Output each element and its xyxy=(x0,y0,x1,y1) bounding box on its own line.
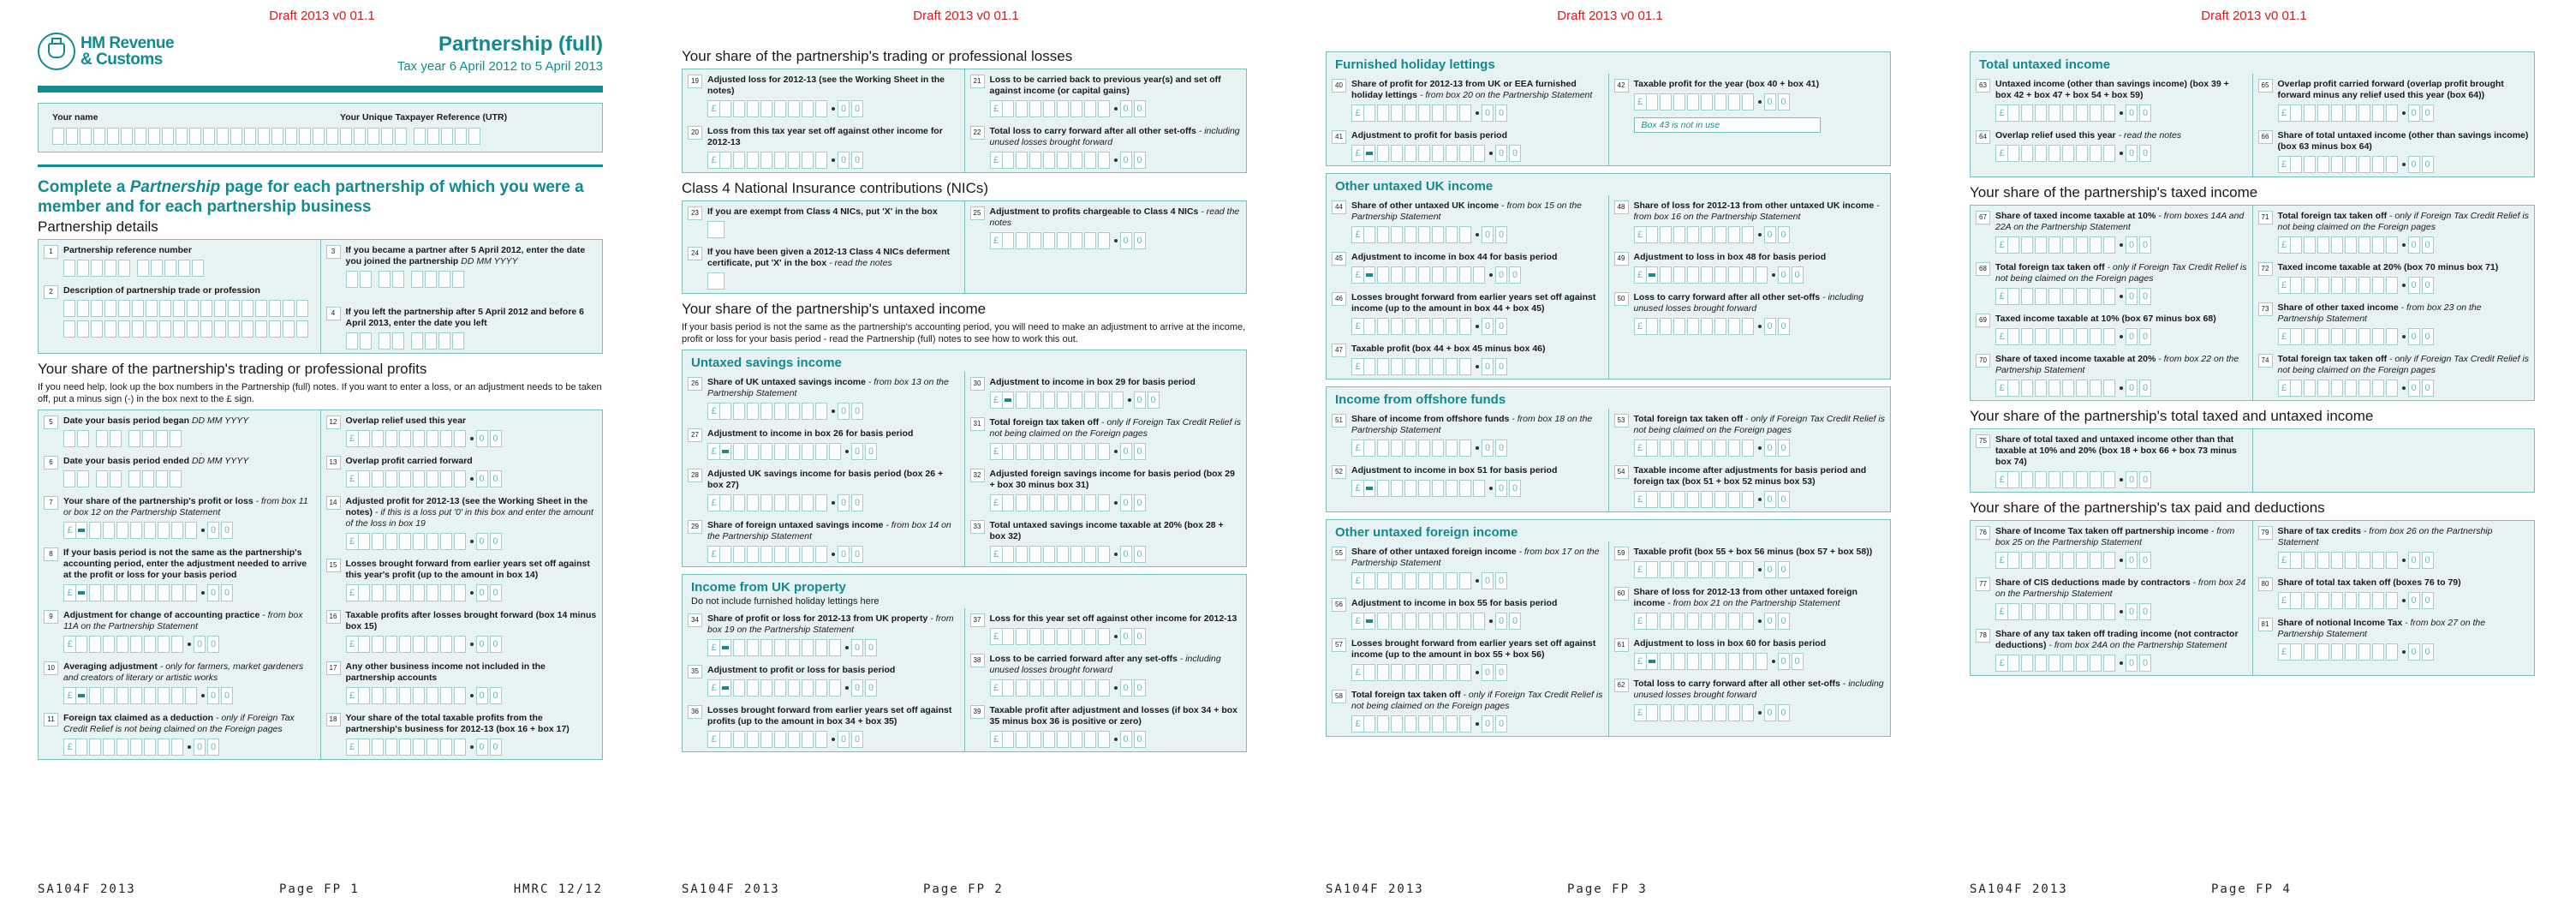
box22-amount-input[interactable]: £ 0 0 xyxy=(990,152,1242,169)
box20-amount-input[interactable]: £ 0 0 xyxy=(707,152,959,169)
box81-amount-input[interactable]: £ 0 0 xyxy=(2278,643,2530,661)
box25-amount-input[interactable]: £ 0 0 xyxy=(990,232,1242,249)
page-number: Page FP 2 xyxy=(923,882,1004,896)
box11-amount-input[interactable]: £ 0 0 xyxy=(63,739,315,756)
box5-label: Date your basis period began DD MM YYYY xyxy=(63,416,249,426)
box71-label: Total foreign tax taken off - only if Foreign Tax Credit Relief is not being claimed on the Foreign pages xyxy=(2277,211,2530,232)
box56-label: Adjustment to income in box 55 for basis period xyxy=(1351,598,1558,608)
box3-date-input[interactable] xyxy=(346,271,598,288)
box79-label: Share of tax credits - from box 26 on the Partnership Statement xyxy=(2277,526,2493,547)
box69-label: Taxed income taxable at 10% (box 67 minus box 68) xyxy=(1995,314,2216,324)
box81-label: Share of notional Income Tax - from box 27 on the Partnership Statement xyxy=(2277,618,2486,639)
box43-not-in-use: Box 43 is not in use xyxy=(1634,117,1821,133)
box31-label: Total foreign tax taken off - only if Foreign Tax Credit Relief is not being claimed on the Foreign pages xyxy=(989,417,1242,439)
box27-amount-input[interactable]: £ 0 0 xyxy=(707,443,959,460)
page-number: Page FP 1 xyxy=(279,882,360,896)
box41-label: Adjustment to profit for basis period xyxy=(1351,130,1508,141)
box70-label: Share of taxed income taxable at 20% - from box 22 on the Partnership Statement xyxy=(1995,354,2239,375)
box67-amount-input[interactable]: £ 0 0 xyxy=(1995,236,2247,254)
intro-rule xyxy=(38,164,603,167)
box45-label: Adjustment to income in box 44 for basis period xyxy=(1351,252,1558,262)
box37-amount-input[interactable]: £ 0 0 xyxy=(990,628,1242,645)
box33-label: Total untaxed savings income taxable at 20% (box 28 + box 32) xyxy=(989,520,1224,541)
savings-title: Untaxed savings income xyxy=(691,356,842,370)
box60-label: Share of loss for 2012-13 from other untaxed foreign income - from box 21 on the Partnership Statement xyxy=(1633,587,1857,608)
total-heading: Your share of the partnership's total taxed and untaxed income xyxy=(1970,408,2374,424)
profits-note: If you need help, look up the box numbers in the Partnership (full) notes. If you want to enter a loss, or an adjustment needs to be taken off, put a minus sign (-) in the box next to the £ sign. xyxy=(38,382,602,404)
box17-amount-input[interactable]: £ 0 0 xyxy=(346,687,598,704)
total-untaxed-title: Total untaxed income xyxy=(1979,57,2111,72)
paid-panel: 76 Share of Income Tax taken off partnership income - from box 25 on the Partnership Statement £ 0 0 77 Share of CIS deductions made by contractors - from box 24 on the Partnership Statement £ 0 0 78 Share of any tax taken off trading income (not contractor deductions) - from box 24A on the Partnership Statement £ 0 0 79 Share of tax credits - from box 26 on the Partnership Statement £ 0 0 80 Share of total tax taken off (boxes 76 to 79) £ 0 0 81 Share of notional Income Tax - from box 27 on the Partnership Statement £ 0 0 xyxy=(1970,520,2535,676)
box2-input-line1[interactable] xyxy=(63,300,315,317)
page-fp4 xyxy=(1932,0,2576,909)
box53-label: Total foreign tax taken off - only if Foreign Tax Credit Relief is not being claimed on the Foreign pages xyxy=(1633,414,1886,435)
box9-amount-input[interactable]: £ 0 0 xyxy=(63,636,315,653)
box1-label: Partnership reference number xyxy=(63,245,192,255)
box75-amount-input[interactable]: £ 0 0 xyxy=(1995,471,2247,488)
box16-label: Taxable profits after losses brought forward (box 14 minus box 15) xyxy=(345,610,597,631)
box80-amount-input[interactable]: £ 0 0 xyxy=(2278,592,2530,609)
box6-date-input[interactable] xyxy=(63,470,315,487)
box65-amount-input[interactable]: £ 0 0 xyxy=(2278,105,2530,122)
box4-label: If you left the partnership after 5 April 2012 and before 6 April 2013, enter the date you left xyxy=(345,307,585,328)
logo-line2: & Customs xyxy=(80,51,163,69)
box52-label: Adjustment to income in box 51 for basis period xyxy=(1351,465,1558,475)
box34-label: Share of profit or loss for 2012-13 from UK property - from box 19 on the Partnership Statement xyxy=(707,613,954,635)
name-utr-panel xyxy=(38,103,603,152)
box72-amount-input[interactable]: £ 0 0 xyxy=(2278,277,2530,294)
box73-amount-input[interactable]: £ 0 0 xyxy=(2278,328,2530,345)
box35-amount-input[interactable]: £ 0 0 xyxy=(707,679,959,697)
total-untaxed-panel: Total untaxed income 63 Untaxed income (other than savings income) (box 39 + box 42 + box 47 + box 54 + box 59) £ 0 0 64 Overlap relief used this year - read the notes £ 0 0 65 Overlap profit carried forward (overlap profit brought forward minus any relief used this year (box 64)) £ 0 0 66 Share of total untaxed income (other than savings income) (box 63 minus box 64) £ 0 0 xyxy=(1970,51,2535,177)
crown-crest-icon xyxy=(38,33,75,70)
nic-heading: Class 4 National Insurance contributions (NICs) xyxy=(682,180,989,196)
box64-label: Overlap relief used this year - read the notes xyxy=(1995,130,2182,141)
box55-label: Share of other untaxed foreign income - from box 17 on the Partnership Statement xyxy=(1351,547,1600,568)
form-header xyxy=(38,33,603,72)
box7-amount-input[interactable]: £ 0 0 xyxy=(63,522,315,539)
box20-label: Loss from this tax year set off against other income for 2012-13 xyxy=(707,126,943,147)
box76-label: Share of Income Tax taken off partnership income - from box 25 on the Partnership Statement xyxy=(1995,526,2235,547)
other-uk-panel: Other untaxed UK income 44 Share of other untaxed UK income - from box 15 on the Partnership Statement £ 0 0 45 Adjustment to income in box 44 for basis period £ 0 0 46 Losses brought forward from earlier years set off against income (up to the amount in box 44 + box 45) £ 0 0 47 Taxable profit (box 44 + box 45 minus box 46) £ 0 0 48 Share of loss for 2012-13 from other untaxed UK income - from box 16 on the Partnership Statement £ 0 0 49 Adjustment to loss in box 48 for basis period £ 0 0 50 Loss to carry forward after all other set-offs - including unused losses brought forward £ 0 0 xyxy=(1326,173,1891,380)
box75-label: Share of total taxed and untaxed income other than that taxable at 10% and 20% (box 18 + box 66 + box 73 minus box 74) xyxy=(1995,434,2237,467)
fhl-title: Furnished holiday lettings xyxy=(1335,57,1495,72)
box12-label: Overlap relief used this year xyxy=(345,416,467,426)
other-uk-title: Other untaxed UK income xyxy=(1335,179,1494,194)
box47-label: Taxable profit (box 44 + box 45 minus box 46) xyxy=(1351,344,1546,354)
box51-amount-input[interactable]: £ 0 0 xyxy=(1351,440,1603,457)
logo-line1: HM Revenue xyxy=(80,34,175,52)
box54-label: Taxable income after adjustments for basis period and foreign tax (box 51 + box 52 minus box 53) xyxy=(1633,465,1867,487)
box67-label: Share of taxed income taxable at 10% - from boxes 14A and 22A on the Partnership Statement xyxy=(1995,211,2245,232)
box62-label: Total loss to carry forward after all other set-offs - including unused losses brought forward xyxy=(1633,679,1884,700)
box19-amount-input[interactable]: £ 0 0 xyxy=(707,100,959,117)
total-panel: 75 Share of total taxed and untaxed income other than that taxable at 10% and 20% (box 18 + box 66 + box 73 minus box 74) £ 0 0 xyxy=(1970,428,2535,493)
box22-label: Total loss to carry forward after all other set-offs - including unused losses brought forward xyxy=(989,126,1240,147)
box28-amount-input[interactable]: £ 0 0 xyxy=(707,494,959,511)
box64-amount-input[interactable]: £ 0 0 xyxy=(1995,145,2247,162)
details-heading: Partnership details xyxy=(38,218,158,235)
box8-amount-input[interactable]: £ 0 0 xyxy=(63,584,315,601)
savings-panel: Untaxed savings income 26 Share of UK untaxed savings income - from box 13 on the Partnership Statement £ 0 0 27 Adjustment to income in box 26 for basis period £ 0 0 28 Adjusted UK savings income for basis period (box 26 + box 27) £ 0 0 29 Share of foreign untaxed savings income - from box 14 on the Partnership Statement £ 0 0 30 Adjustment to income in box 29 for basis period £ 0 0 31 Total foreign tax taken off - only if Foreign Tax Credit Relief is not being claimed on the Foreign pages £ 0 0 32 Adjusted foreign savings income for basis period (box 29 + box 30 minus box 31) £ 0 0 33 Total untaxed savings income taxable at 20% (box 28 + box 32) £ 0 0 xyxy=(682,350,1247,567)
fhl-panel: Furnished holiday lettings 40 Share of profit for 2012-13 from UK or EEA furnished holiday lettings - from box 20 on the Partnership Statement £ 0 0 41 Adjustment to profit for basis period £ 0 0 42 Taxable profit for the year (box 40 + box 41) £ 0 0 Box 43 is not in use xyxy=(1326,51,1891,166)
box30-label: Adjustment to income in box 29 for basis period xyxy=(989,377,1196,387)
box38-label: Loss to be carried forward after any set-offs - including unused losses brought forward xyxy=(989,654,1221,675)
box68-label: Total foreign tax taken off - only if Foreign Tax Credit Relief is not being claimed on the Foreign pages xyxy=(1995,262,2247,284)
box10-label: Averaging adjustment - only for farmers, market gardeners and creators of literary or artistic works xyxy=(63,661,304,683)
box7-label: Your share of the partnership's profit or loss - from box 11 or box 12 on the Partnership Statement xyxy=(63,496,308,517)
form-version: HMRC 12/12 xyxy=(513,882,603,896)
box66-label: Share of total untaxed income (other than savings income) (box 63 minus box 64) xyxy=(2277,130,2529,152)
box23-checkbox[interactable] xyxy=(707,221,724,238)
box46-amount-input[interactable]: £ 0 0 xyxy=(1351,318,1603,335)
box49-amount-input[interactable]: £ 0 0 xyxy=(1634,266,1886,284)
form-title: Partnership (full) xyxy=(438,33,603,56)
box4-date-input[interactable] xyxy=(346,332,598,350)
box3-label: If you became a partner after 5 April 2012, enter the date you joined the partnership DD MM YYYY xyxy=(345,245,586,266)
box21-amount-input[interactable]: £ 0 0 xyxy=(990,100,1242,117)
box62-amount-input[interactable]: £ 0 0 xyxy=(1634,704,1886,721)
page-fp3 xyxy=(1288,0,1932,909)
box27-label: Adjustment to income in box 26 for basis period xyxy=(707,428,914,439)
your-name-label: Your name xyxy=(52,112,98,123)
box9-label: Adjustment for change of accounting practice - from box 11A on the Partnership Statement xyxy=(63,610,303,631)
box23-label: If you are exempt from Class 4 NICs, put 'X' in the box xyxy=(707,206,938,217)
form-code: SA104F 2013 xyxy=(1326,882,1424,896)
box50-label: Loss to carry forward after all other set-offs - including unused losses brought forward xyxy=(1633,292,1863,314)
your-name-field[interactable] xyxy=(52,128,340,145)
box59-amount-input[interactable]: £ 0 0 xyxy=(1634,561,1886,578)
box25-label: Adjustment to profits chargeable to Class 4 NICs - read the notes xyxy=(989,206,1240,228)
draft-label: Draft 2013 v0 01.1 xyxy=(1557,9,1663,23)
box33-amount-input[interactable]: £ 0 0 xyxy=(990,546,1242,563)
box13-amount-input[interactable]: £ 0 0 xyxy=(346,470,598,487)
foreign-title: Other untaxed foreign income xyxy=(1335,525,1518,540)
property-title: Income from UK property xyxy=(691,580,846,595)
box39-amount-input[interactable]: £ 0 0 xyxy=(990,731,1242,748)
box57-label: Losses brought forward from earlier years set off against income (up to the amount in box 55 + box 56) xyxy=(1351,638,1596,660)
box30-amount-input[interactable]: £ 0 0 xyxy=(990,392,1242,409)
untaxed-note: If your basis period is not the same as the partnership's accounting period, you will need to make an adjustment to arrive at the income, profit or loss for your basis period - read the Partnership (full) notes to see how to work this out. xyxy=(682,322,1246,344)
profits-heading: Your share of the partnership's trading or professional profits xyxy=(38,361,427,377)
offshore-panel: Income from offshore funds 51 Share of income from offshore funds - from box 18 on the Partnership Statement £ 0 0 52 Adjustment to income in box 51 for basis period £ 0 0 53 Total foreign tax taken off - only if Foreign Tax Credit Relief is not being claimed on the Foreign pages £ 0 0 54 Taxable income after adjustments for basis period and foreign tax (box 51 + box 52 minus box 53) £ 0 0 xyxy=(1326,386,1891,512)
box77-label: Share of CIS deductions made by contractors - from box 24 on the Partnership Statement xyxy=(1995,577,2246,599)
box69-amount-input[interactable]: £ 0 0 xyxy=(1995,328,2247,345)
box18-label: Your share of the total taxable profits from the partnership's business for 2012-13 (box 16 + box 17) xyxy=(345,713,569,734)
form-code: SA104F 2013 xyxy=(38,882,136,896)
box32-label: Adjusted foreign savings income for basis period (box 29 + box 30 minus box 31) xyxy=(989,469,1235,490)
utr-field[interactable] xyxy=(340,128,588,145)
box24-checkbox[interactable] xyxy=(707,272,724,290)
box76-amount-input[interactable]: £ 0 0 xyxy=(1995,552,2247,569)
header-bar xyxy=(38,86,603,93)
box6-label: Date your basis period ended DD MM YYYY xyxy=(63,456,249,466)
box12-amount-input[interactable]: £ 0 0 xyxy=(346,430,598,447)
partnership-details-panel: 1 Partnership reference number 2 Description of partnership trade or profession 3 If you became a partner after 5 April 2012, enter the date you joined the partnership DD MM YYYY 4 If you left the partnership after 5 April 2012 and before 6 April 2013, enter the date you left xyxy=(38,239,603,354)
box37-label: Loss for this year set off against other income for 2012-13 xyxy=(989,613,1237,624)
box79-amount-input[interactable]: £ 0 0 xyxy=(2278,552,2530,569)
losses-panel: 19 Adjusted loss for 2012-13 (see the Working Sheet in the notes) £ 0 0 20 Loss from this tax year set off against other income for 2012-13 £ 0 0 21 Loss to be carried back to previous year(s) and set off against income (or capital gains) £ 0 0 22 Total loss to carry forward after all other set-offs - including unused losses brought forward £ 0 0 xyxy=(682,69,1247,173)
box56-amount-input[interactable]: £ 0 0 xyxy=(1351,613,1603,630)
box1-input[interactable] xyxy=(63,260,315,277)
box8-label: If your basis period is not the same as the partnership's accounting period, enter the adjustment needed to arrive at the profit or loss for your basis period xyxy=(63,547,307,580)
intro-text: Complete a Partnership page for each partnership of which you were a member and for each partnership business xyxy=(38,178,584,216)
box65-label: Overlap profit carried forward (overlap profit brought forward minus any relief used this year (box 64)) xyxy=(2277,79,2504,100)
losses-heading: Your share of the partnership's trading or professional losses xyxy=(682,48,1073,64)
box17-label: Any other business income not included in the partnership accounts xyxy=(345,661,546,683)
box44-amount-input[interactable]: £ 0 0 xyxy=(1351,226,1603,243)
draft-label: Draft 2013 v0 01.1 xyxy=(269,9,375,23)
box16-amount-input[interactable]: £ 0 0 xyxy=(346,636,598,653)
box66-amount-input[interactable]: £ 0 0 xyxy=(2278,156,2530,173)
taxed-heading: Your share of the partnership's taxed income xyxy=(1970,184,2258,200)
box32-amount-input[interactable]: £ 0 0 xyxy=(990,494,1242,511)
box13-label: Overlap profit carried forward xyxy=(345,456,473,466)
box42-label: Taxable profit for the year (box 40 + box 41) xyxy=(1633,79,1820,89)
nic-panel: 23 If you are exempt from Class 4 NICs, put 'X' in the box 24 If you have been given a 2012-13 Class 4 NICs deferment certificate, put 'X' in the box - read the notes 25 Adjustment to profits chargeable to Class 4 NICs - read the notes £ 0 0 xyxy=(682,200,1247,294)
profits-panel: 5 Date your basis period began DD MM YYYY 6 Date your basis period ended DD MM YYYY 7 Your share of the partnership's profit or loss - from box 11 or box 12 on the Partnership Statement £ 0 0 8 If your basis period is not the same as the partnership's accounting period, enter the adjustment needed to arrive at the profit or loss for your basis period £ 0 0 9 Adjustment for change of accounting practice - from box 11A on the Partnership Statement £ 0 0 10 Averaging adjustment - only for farmers, market gardeners and creators of literary or artistic works £ 0 0 11 Foreign tax claimed as a deduction - only if Foreign Tax Credit Relief is not being claimed on the Foreign pages £ 0 0 12 Overlap relief used this year £ 0 0 13 Overlap profit carried forward £ 0 0 14 Adjusted profit for 2012-13 (see the Working Sheet in the notes) - if this is a loss put '0' in this box and enter the amount of the loss in box 19 £ 0 0 15 Losses brought forward from earlier years set off against this year's profit (up to the amount in box 14) £ 0 0 16 Taxable profits after losses brought forward (box 14 minus box 15) £ 0 0 17 Any other business income not included in the partnership accounts £ 0 0 18 Your share of the total taxable profits from the partnership's business for 2012-13 (box 16 + box 17) £ 0 0 xyxy=(38,410,603,760)
box44-label: Share of other untaxed UK income - from box 15 on the Partnership Statement xyxy=(1351,200,1583,222)
box54-amount-input[interactable]: £ 0 0 xyxy=(1634,491,1886,508)
box70-amount-input[interactable]: £ 0 0 xyxy=(1995,380,2247,397)
box61-label: Adjustment to loss in box 60 for basis period xyxy=(1633,638,1827,649)
box19-label: Adjusted loss for 2012-13 (see the Working Sheet in the notes) xyxy=(707,75,945,96)
box53-amount-input[interactable]: £ 0 0 xyxy=(1634,440,1886,457)
box78-label: Share of any tax taken off trading income (not contractor deductions) - from box 24A on the Partnership Statement xyxy=(1995,629,2239,650)
box15-amount-input[interactable]: £ 0 0 xyxy=(346,584,598,601)
box42-amount-input[interactable]: £ 0 0 xyxy=(1634,93,1886,111)
box18-amount-input[interactable]: £ 0 0 xyxy=(346,739,598,756)
box45-amount-input[interactable]: £ 0 0 xyxy=(1351,266,1603,284)
box36-amount-input[interactable]: £ 0 0 xyxy=(707,731,959,748)
foreign-panel: Other untaxed foreign income 55 Share of other untaxed foreign income - from box 17 on the Partnership Statement £ 0 0 56 Adjustment to income in box 55 for basis period £ 0 0 57 Losses brought forward from earlier years set off against income (up to the amount in box 55 + box 56) £ 0 0 58 Total foreign tax taken off - only if Foreign Tax Credit Relief is not being claimed on the Foreign pages £ 0 0 59 Taxable profit (box 55 + box 56 minus (box 57 + box 58)) £ 0 0 60 Share of loss for 2012-13 from other untaxed foreign income - from box 21 on the Partnership Statement £ 0 0 61 Adjustment to loss in box 60 for basis period £ 0 0 62 Total loss to carry forward after all other set-offs - including unused losses brought forward £ 0 0 xyxy=(1326,519,1891,737)
box48-amount-input[interactable]: £ 0 0 xyxy=(1634,226,1886,243)
box40-label: Share of profit for 2012-13 from UK or EEA furnished holiday lettings - from box 20 on the Partnership Statement xyxy=(1351,79,1593,100)
box26-amount-input[interactable]: £ 0 0 xyxy=(707,403,959,420)
box31-amount-input[interactable]: £ 0 0 xyxy=(990,443,1242,460)
property-panel: Income from UK property Do not include furnished holiday lettings here 34 Share of profit or loss for 2012-13 from UK property - from box 19 on the Partnership Statement £ 0 0 35 Adjustment to profit or loss for basis period £ 0 0 36 Losses brought forward from earlier years set off against profits (up to the amount in box 34 + box 35) £ 0 0 37 Loss for this year set off against other income for 2012-13 £ 0 0 38 Loss to be carried forward after any set-offs - including unused losses brought forward £ 0 0 39 Taxable profit after adjustment and losses (if box 34 + box 35 minus box 36 is positive or zero) £ 0 0 xyxy=(682,574,1247,752)
box40-amount-input[interactable]: £ 0 0 xyxy=(1351,105,1603,122)
box55-amount-input[interactable]: £ 0 0 xyxy=(1351,572,1603,589)
box73-label: Share of other taxed income - from box 23 on the Partnership Statement xyxy=(2277,302,2482,324)
box38-amount-input[interactable]: £ 0 0 xyxy=(990,679,1242,697)
form-code: SA104F 2013 xyxy=(682,882,780,896)
box74-label: Total foreign tax taken off - only if Foreign Tax Credit Relief is not being claimed on the Foreign pages xyxy=(2277,354,2530,375)
box77-amount-input[interactable]: £ 0 0 xyxy=(1995,603,2247,620)
box39-label: Taxable profit after adjustment and losses (if box 34 + box 35 minus box 36 is positive or zero) xyxy=(989,705,1237,727)
box74-amount-input[interactable]: £ 0 0 xyxy=(2278,380,2530,397)
box14-label: Adjusted profit for 2012-13 (see the Working Sheet in the notes) - if this is a loss put '0' in this box and enter the amount of the loss in box 19 xyxy=(345,496,593,529)
box47-amount-input[interactable]: £ 0 0 xyxy=(1351,358,1603,375)
box57-amount-input[interactable]: £ 0 0 xyxy=(1351,664,1603,681)
paid-heading: Your share of the partnership's tax paid and deductions xyxy=(1970,499,2325,516)
box50-amount-input[interactable]: £ 0 0 xyxy=(1634,318,1886,335)
page-number: Page FP 3 xyxy=(1567,882,1648,896)
box58-amount-input[interactable]: £ 0 0 xyxy=(1351,715,1603,733)
box68-amount-input[interactable]: £ 0 0 xyxy=(1995,288,2247,305)
box59-label: Taxable profit (box 55 + box 56 minus (box 57 + box 58)) xyxy=(1633,547,1873,557)
box80-label: Share of total tax taken off (boxes 76 to 79) xyxy=(2277,577,2461,588)
box49-label: Adjustment to loss in box 48 for basis period xyxy=(1633,252,1827,262)
box71-amount-input[interactable]: £ 0 0 xyxy=(2278,236,2530,254)
box2-label: Description of partnership trade or profession xyxy=(63,285,260,296)
box21-label: Loss to be carried back to previous year(s) and set off against income (or capital gains) xyxy=(989,75,1221,96)
box51-label: Share of income from offshore funds - from box 18 on the Partnership Statement xyxy=(1351,414,1593,435)
box63-amount-input[interactable]: £ 0 0 xyxy=(1995,105,2247,122)
box41-amount-input[interactable]: £ 0 0 xyxy=(1351,145,1603,162)
box78-amount-input[interactable]: £ 0 0 xyxy=(1995,655,2247,672)
box36-label: Losses brought forward from earlier years set off against profits (up to the amount in box 34 + box 35) xyxy=(707,705,952,727)
property-subtitle: Do not include furnished holiday lettings here xyxy=(691,596,880,607)
box60-amount-input[interactable]: £ 0 0 xyxy=(1634,613,1886,630)
box24-label: If you have been given a 2012-13 Class 4 NICs deferment certificate, put 'X' in the box - read the notes xyxy=(707,247,951,268)
utr-label: Your Unique Taxpayer Reference (UTR) xyxy=(340,112,508,123)
box26-label: Share of UK untaxed savings income - from box 13 on the Partnership Statement xyxy=(707,377,949,398)
page-fp1 xyxy=(0,0,644,909)
taxed-panel: 67 Share of taxed income taxable at 10% - from boxes 14A and 22A on the Partnership Statement £ 0 0 68 Total foreign tax taken off - only if Foreign Tax Credit Relief is not being claimed on the Foreign pages £ 0 0 69 Taxed income taxable at 10% (box 67 minus box 68) £ 0 0 70 Share of taxed income taxable at 20% - from box 22 on the Partnership Statement £ 0 0 71 Total foreign tax taken off - only if Foreign Tax Credit Relief is not being claimed on the Foreign pages £ 0 0 72 Taxed income taxable at 20% (box 70 minus box 71) £ 0 0 73 Share of other taxed income - from box 23 on the Partnership Statement £ 0 0 74 Total foreign tax taken off - only if Foreign Tax Credit Relief is not being claimed on the Foreign pages £ 0 0 xyxy=(1970,205,2535,401)
form-code: SA104F 2013 xyxy=(1970,882,2068,896)
offshore-title: Income from offshore funds xyxy=(1335,392,1506,407)
box46-label: Losses brought forward from earlier years set off against income (up to the amount in box 44 + box 45) xyxy=(1351,292,1596,314)
box15-label: Losses brought forward from earlier years set off against this year's profit (up to the amount in box 14) xyxy=(345,559,590,580)
box61-amount-input[interactable]: £ 0 0 xyxy=(1634,653,1886,670)
box28-label: Adjusted UK savings income for basis period (box 26 + box 27) xyxy=(707,469,944,490)
box52-amount-input[interactable]: £ 0 0 xyxy=(1351,480,1603,497)
untaxed-heading: Your share of the partnership's untaxed income xyxy=(682,301,987,317)
box29-label: Share of foreign untaxed savings income - from box 14 on the Partnership Statement xyxy=(707,520,951,541)
box11-label: Foreign tax claimed as a deduction - only if Foreign Tax Credit Relief is not being claimed on the Foreign pages xyxy=(63,713,295,734)
box10-amount-input[interactable]: £ 0 0 xyxy=(63,687,315,704)
page-fp2 xyxy=(644,0,1288,909)
draft-label: Draft 2013 v0 01.1 xyxy=(913,9,1019,23)
box58-label: Total foreign tax taken off - only if Foreign Tax Credit Relief is not being claimed on the Foreign pages xyxy=(1351,690,1603,711)
box72-label: Taxed income taxable at 20% (box 70 minus box 71) xyxy=(2277,262,2499,272)
box5-date-input[interactable] xyxy=(63,430,315,447)
box34-amount-input[interactable]: £ 0 0 xyxy=(707,639,959,656)
box2-input-line2[interactable] xyxy=(63,320,315,338)
box14-amount-input[interactable]: £ 0 0 xyxy=(346,533,598,550)
tax-year: Tax year 6 April 2012 to 5 April 2013 xyxy=(397,59,603,74)
page-number: Page FP 4 xyxy=(2211,882,2292,896)
draft-label: Draft 2013 v0 01.1 xyxy=(2201,9,2307,23)
box35-label: Adjustment to profit or loss for basis period xyxy=(707,665,896,675)
box63-label: Untaxed income (other than savings income) (box 39 + box 42 + box 47 + box 54 + box 59) xyxy=(1995,79,2229,100)
box48-label: Share of loss for 2012-13 from other untaxed UK income - from box 16 on the Partnership Statement xyxy=(1633,200,1880,222)
box29-amount-input[interactable]: £ 0 0 xyxy=(707,546,959,563)
